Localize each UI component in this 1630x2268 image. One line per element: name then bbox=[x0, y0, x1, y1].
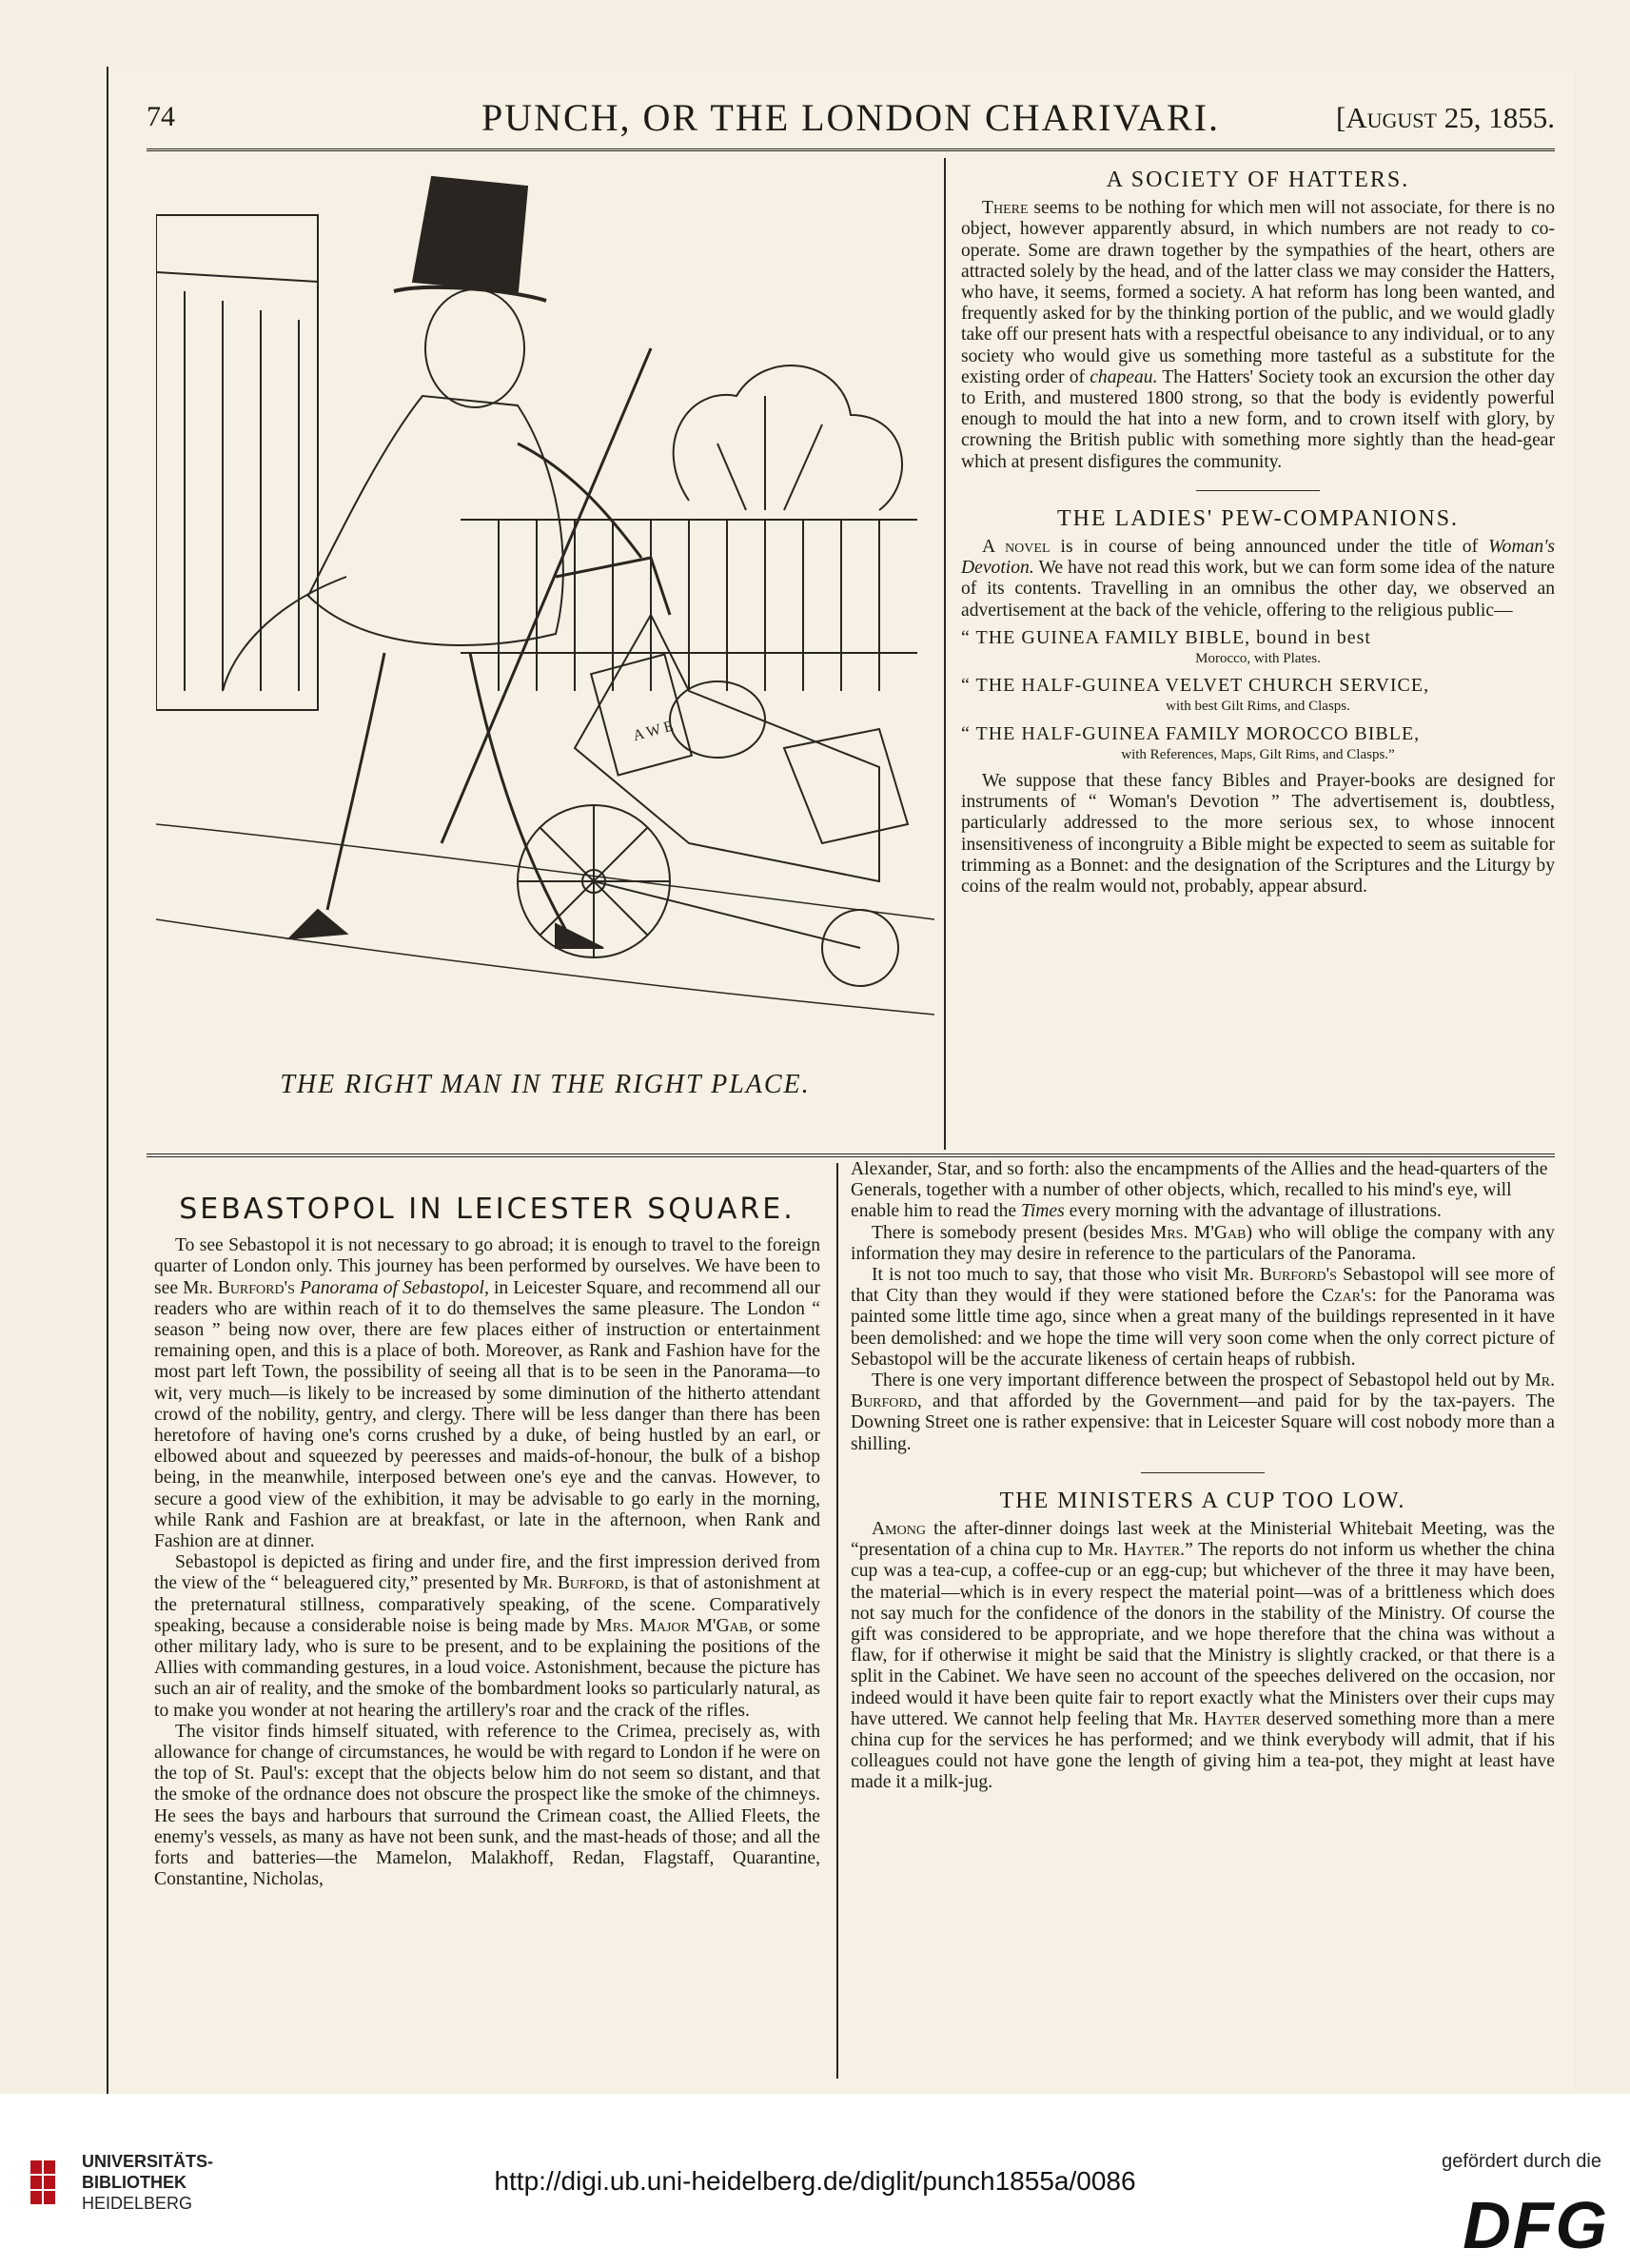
article-title-pew: THE LADIES' PEW-COMPANIONS. bbox=[1056, 505, 1460, 531]
pew-paragraph: A novel is in course of being announced under the title of Woman's Devotion. We have not read this work, but we can form some idea of the nature of its contents. Travelling in an omnibus the other day, we observed an advertisement at the back of the vehicle, offering to the religious public— bbox=[961, 537, 1556, 621]
page-number: 74 bbox=[147, 101, 175, 132]
cartoon-illustration bbox=[156, 158, 934, 1110]
column-divider-bottom bbox=[836, 1163, 838, 2079]
column-divider-top bbox=[944, 158, 946, 1150]
sebastopol-paragraph-3: The visitor finds himself situated, with reference to the Crimea, precisely as, with allowance for change of circumstances, he would be with regard to London if he were on the top of St. Paul's: except that the objects below him do not seem so distant, and that the smoke of the ordnance does not obscure the prospect like the smoke of the chimneys. He sees the bays and harbours that surround the Crimean coast, the Allied Fleets, the enemy's vessels, as many as have not been sunk, and the mast-heads of those; and all the forts and batteries—the Mamelon, Malakhoff, Redan, Flagstaff, Quarantine, Constantine, Nicholas, bbox=[154, 1721, 820, 1890]
library-name-line-3: HEIDELBERG bbox=[82, 2194, 193, 2213]
perambulator bbox=[518, 558, 908, 986]
pew-closing-paragraph: We suppose that these fancy Bibles and Prayer-books are designed for instruments of “ Woman's Devotion ” The advertisement is, doubtless, particularly addressed to the more serious sex, to whose innocent insensitiveness of incongruity a Bible might be expected to seem as suitable for trimming as a Bonnet: and the designation of the Scriptures and the Liturgy by coins of the realm would not, probably, appear absurd. bbox=[961, 771, 1555, 897]
sebastopol-cont-paragraph-2: There is somebody present (besides Mrs. M'Gab) who will oblige the company with any information they may desire in reference to the particulars of the Panorama. bbox=[851, 1222, 1555, 1264]
running-title: PUNCH, OR THE LONDON CHARIVARI. bbox=[481, 96, 1221, 139]
cartoon-drawing bbox=[156, 158, 934, 1064]
column-top-right bbox=[961, 169, 1555, 897]
article-title-sebastopol: SEBASTOPOL IN LEICESTER SQUARE. bbox=[179, 1193, 795, 1226]
library-name-line-1: UNIVERSITÄTS- bbox=[82, 2152, 214, 2171]
advert-quote-1: “ THE GUINEA FAMILY BIBLE, bound in best Morocco, with Plates. bbox=[961, 626, 1371, 667]
sebastopol-cont-paragraph-4: There is one very important difference between the prospect of Sebastopol held out by Mr. Burford, and that afforded by the Government—and paid for by the tax-payers. The Downing Street one is rather expensive: that in Leicester Square will cost nobody more than a shilling. bbox=[851, 1371, 1555, 1454]
man-figure bbox=[223, 177, 651, 948]
column-bottom-left bbox=[154, 1171, 820, 1891]
walking-cane bbox=[442, 348, 651, 843]
sebastopol-paragraph-2: Sebastopol is depicted as firing and under fire, and the first impression derived from the view of the “ beleaguered city,” presented by Mr. Burford, is that of astonishment at the preternatural stillness, comparatively speaking, of the scene. Comparatively speaking, because a considerable noise is being made by Mrs. Major M'Gab, or some other military lady, who is sure to be present, and to be explaining the positions of the Allies with commanding gestures, in a loud voice. Astonishment, because the picture has such an air of reality, and the smoke of the bombardment looks so particularly natural, as to make you wonder at not hearing the artillery's roar and the crack of the rifles. bbox=[154, 1552, 820, 1721]
ministers-paragraph: Among the after-dinner doings last week at the Ministerial Whitebait Meeting, was the “presentation of a china cup to Mr. Hayter.” The reports do not inform us whether the china cup was a tea-cup, a coffee-cup or an egg-cup; but whichever of the three it may have been, the material—which is in every respect the material point—was of a brittleness which does not say much for the confidence of the donors in the stability of the Ministry. Of course the gift was considered to be appropriate, and we hope therefore that the china was without a flaw, for if otherwise it might be said that the Ministry is slightly cracked, or that there is a split in the Cabinet. We have seen no account of the speeches delivered on the occasion, nor indeed would it have been quite fair to report exactly what the Ministers over their cups may have uttered. We cannot help feeling that Mr. Hayter deserved something more than a mere china cup for the services he has performed; and we think everybody will admit, that if his colleagues could not have gone the length of giving him a tea-pot, they might at least have made it a milk-jug. bbox=[851, 1519, 1556, 1793]
sebastopol-paragraph-1: To see Sebastopol it is not necessary to go abroad; it is enough to travel to the foreign quarter of London only. This journey has been performed by ourselves. We have been to see Mr. Burford's Panorama of Sebastopol, in Leicester Square, and recommend all our readers who are within reach of it to do themselves the same pleasure. The London “ season ” being now over, there are few places either of instruction or entertainment remaining open, and this is a place of both. Moreover, as Rank and Fashion have for the most part left Town, the possibility of seeing all that is to be seen in the Panorama—to wit, very much—is likely to be increased by some diminution of the hitherto attendant crowd of the nobility, gentry, and clergy. There will be less danger than there has been heretofore of having one's corns crushed by a duke, of being hustled by an earl, or elbowed about and squeezed by peeresses and maids-of-honour, the bulk of a bishop being, in the meanwhile, interposed between one's eye and the canvas. However, to secure a good view of the exhibition, it may be advisable to go early in the morning, while Rank and Fashion are at breakfast, or late in the afternoon, when Rank and Fashion are at dinner. bbox=[154, 1235, 820, 1552]
dog bbox=[670, 681, 765, 758]
column-bottom-right bbox=[851, 1159, 1555, 1794]
bottle-label: A W E bbox=[631, 718, 676, 745]
sebastopol-cont-paragraph-1: Alexander, Star, and so forth: also the encampments of the Allies and the head-quarters of the Generals, together with a number of other objects, which, recalled to his mind's eye, will enable him to read the Times every morning with the advantage of illustrations. bbox=[851, 1159, 1548, 1222]
cartoon-caption: THE RIGHT MAN IN THE RIGHT PLACE. bbox=[280, 1070, 811, 1099]
tree bbox=[674, 365, 902, 510]
advert-quote-3: “ THE HALF-GUINEA FAMILY MOROCCO BIBLE, with References, Maps, Gilt Rims, and Clasps.” bbox=[961, 722, 1421, 762]
house-facade bbox=[156, 215, 318, 710]
header-rule bbox=[147, 148, 1555, 151]
dfg-logo: DFG bbox=[1463, 2188, 1609, 2262]
digitization-footer bbox=[0, 2094, 1630, 2268]
top-hat bbox=[413, 177, 527, 291]
article-separator bbox=[1196, 490, 1320, 491]
issue-date: [August 25, 1855. bbox=[1335, 101, 1555, 134]
advert-quote-2: “ THE HALF-GUINEA VELVET CHURCH SERVICE, with best Gilt Rims, and Clasps. bbox=[961, 675, 1430, 715]
newspaper-page bbox=[107, 67, 1574, 2094]
picket-fence bbox=[461, 520, 917, 691]
article-separator bbox=[1141, 1472, 1265, 1473]
sebastopol-cont-paragraph-3: It is not too much to say, that those who visit Mr. Burford's Sebastopol will see more of that City than they would if they were stationed before the Czar's: for the Panorama was painted some little time ago, since when a great many of the buildings represented in it have been demolished: and we hope the time will very soon come when the only correct picture of Sebastopol will be the accurate likeness of certain heaps of rubbish. bbox=[851, 1265, 1555, 1370]
permalink-url[interactable]: http://digi.ub.uni-heidelberg.de/diglit/punch1855a/0086 bbox=[494, 2166, 1136, 2196]
section-rule bbox=[147, 1154, 1555, 1157]
library-name-line-2: BIBLIOTHEK bbox=[82, 2173, 187, 2192]
hatters-paragraph: There seems to be nothing for which men will not associate, for there is no object, however apparently absurd, in which numbers are not ready to co-operate. Some are drawn together by the sympathies of the heart, others are attracted solely by the head, and of the latter class we may consider the Hatters, who have, it seems, formed a society. A hat reform has long been wanted, and frequently asked for by the thinking portion of the public, and we would gladly take off our present hats with a respectful obeisance to any individual, or to any society who would give us something more tasteful as a substitute for the existing order of chapeau. The Hatters' Society took an excursion the other day to Erith, and mustered 1800 strong, so that the body is evidently powerful enough to mould the hat into a new form, and to crown itself with glory, by crowning the British public with something more sightly than the head-gear which at present disfigures the community. bbox=[961, 198, 1555, 472]
page-header bbox=[147, 93, 1555, 150]
article-title-ministers: THE MINISTERS A CUP TOO LOW. bbox=[999, 1488, 1406, 1513]
article-title-hatters: A SOCIETY OF HATTERS. bbox=[1106, 168, 1410, 192]
sponsor-text: gefördert durch die bbox=[1442, 2151, 1601, 2172]
